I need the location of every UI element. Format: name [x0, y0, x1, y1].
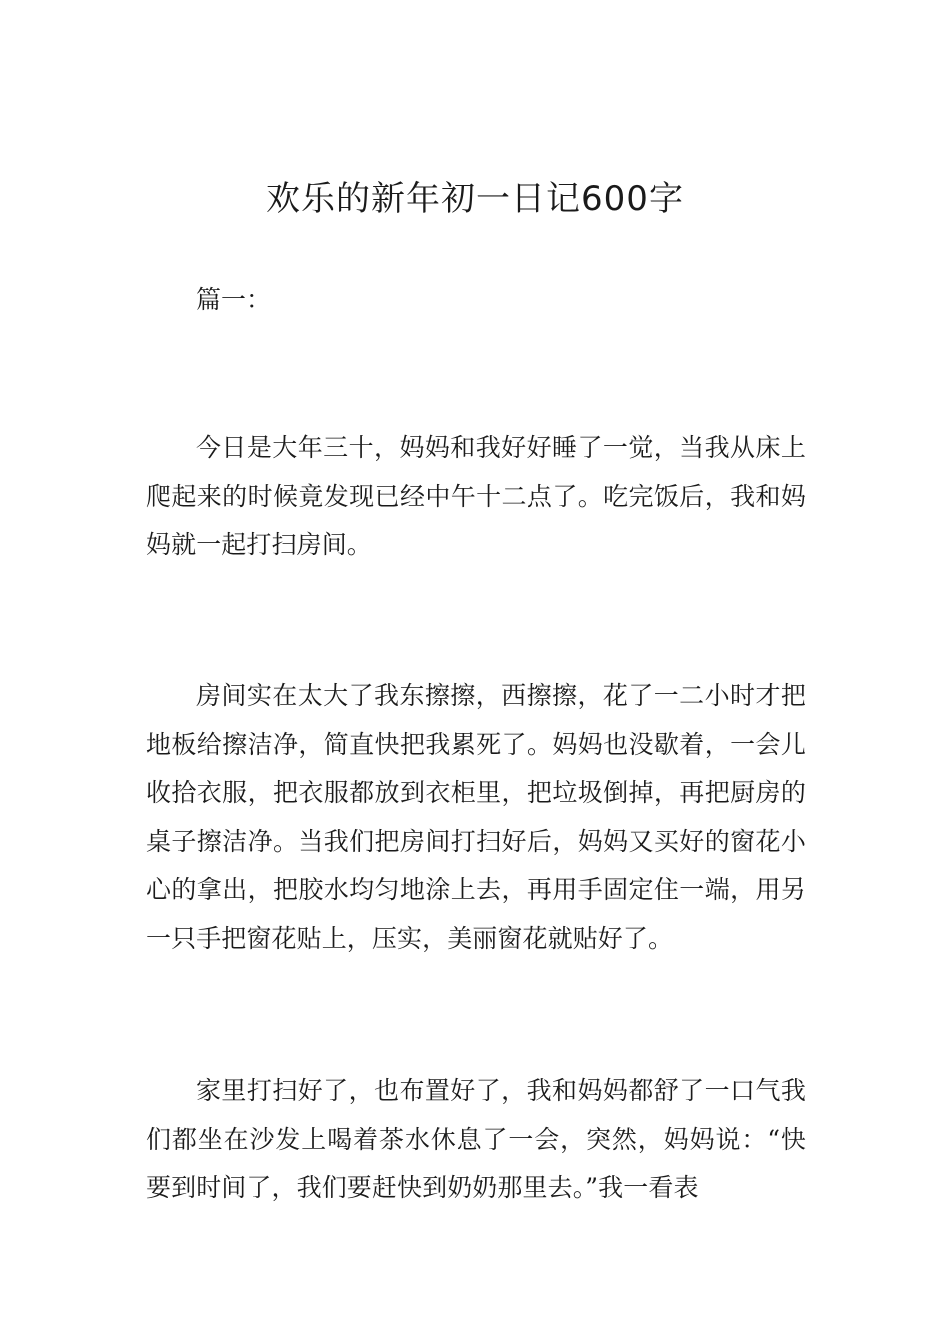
- paragraph-3: 家里打扫好了，也布置好了，我和妈妈都舒了一口气我们都坐在沙发上喝着茶水休息了一会，突然，妈妈说：“快要到时间了，我们要赶快到奶奶那里去。”我一看表: [146, 1076, 806, 1202]
- paragraph-1: 今日是大年三十，妈妈和我好好睡了一觉，当我从床上爬起来的时候竟发现已经中午十二点了。吃完饭后，我和妈妈就一起打扫房间。: [146, 433, 806, 559]
- section-label: 篇一：: [196, 285, 272, 314]
- paragraph-2: 房间实在太大了我东擦擦，西擦擦，花了一二小时才把地板给擦洁净，简直快把我累死了。妈妈也没歇着，一会儿收拾衣服，把衣服都放到衣柜里，把垃圾倒掉，再把厨房的桌子擦洁净。当我们把房间打扫好后，妈妈又买好的窗花小心的拿出，把胶水均匀地涂上去，再用手固定住一端，用另一只手把窗花贴上，压实，美丽窗花就贴好了。: [146, 681, 806, 953]
- document-title: 欢乐的新年初一日记600字: [266, 179, 684, 219]
